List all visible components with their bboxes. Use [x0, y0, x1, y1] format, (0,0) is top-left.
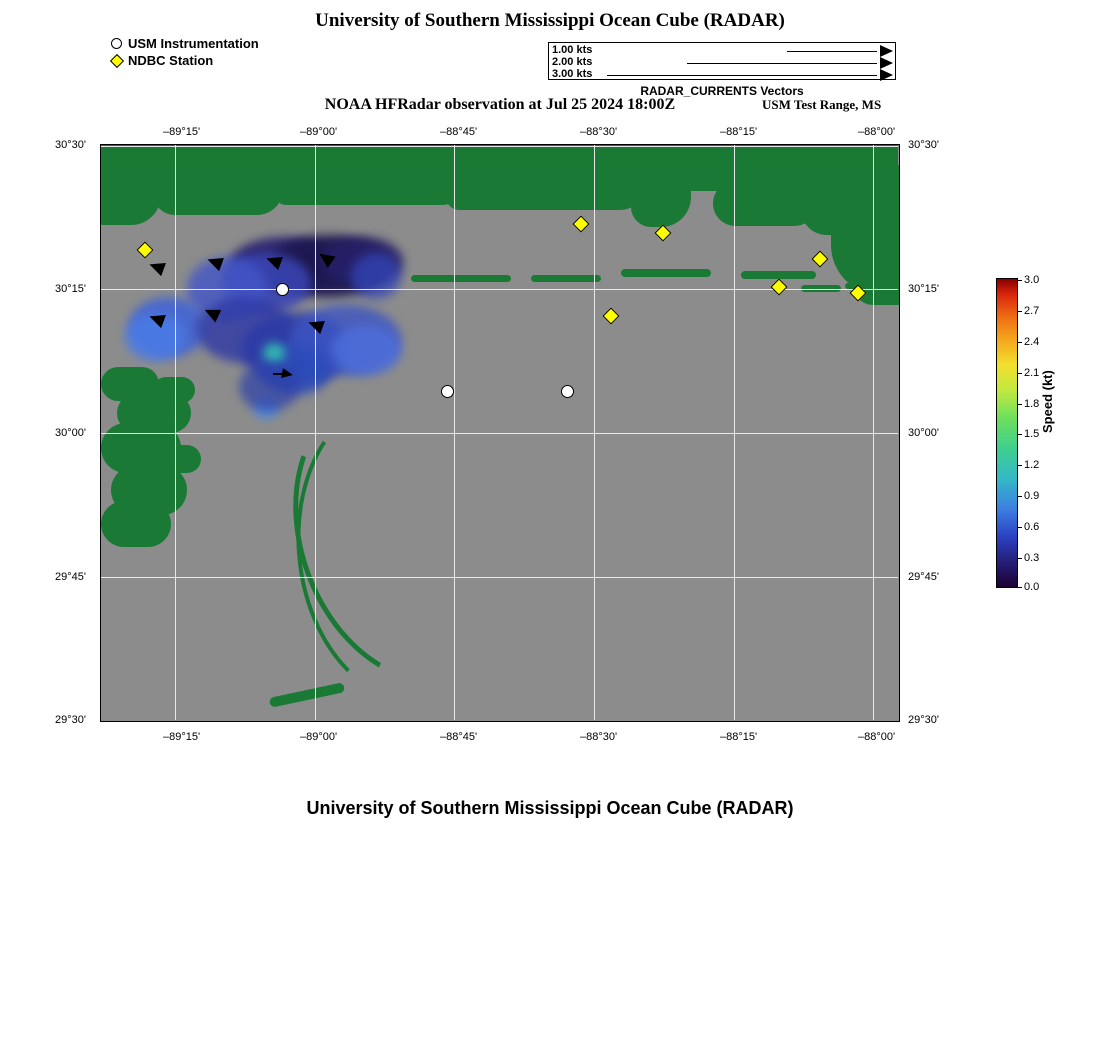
land-petit-bois [531, 275, 601, 282]
colorbar-tick-2: 2.4 [1024, 336, 1040, 348]
y-tick-left-3: 29°45' [55, 571, 86, 583]
map-legend [110, 36, 259, 70]
vector-key-label-1: 1.00 kts [552, 44, 593, 56]
land-coast-mid [276, 183, 456, 205]
colorbar-tick-0: 3.0 [1024, 274, 1040, 286]
current-vector [147, 258, 166, 276]
usm-instrumentation-marker[interactable] [561, 385, 574, 398]
vector-scale-key [548, 42, 896, 80]
map-inner [101, 145, 898, 720]
colorbar-tick-3: 2.1 [1024, 367, 1040, 379]
colorbar-tick-10: 0.0 [1024, 581, 1040, 593]
gridline-horizontal [101, 433, 898, 434]
range-label: USM Test Range, MS [762, 97, 882, 112]
legend-item-ndbc [110, 53, 259, 69]
y-tick-right-1: 30°15' [908, 283, 939, 295]
land-coast-west [101, 183, 161, 225]
y-tick-right-2: 30°00' [908, 427, 939, 439]
colorbar-tick-5: 1.5 [1024, 428, 1040, 440]
y-tick-right-3: 29°45' [908, 571, 939, 583]
arrow-icon [880, 45, 893, 57]
colorbar-title: Speed (kt) [1040, 370, 1055, 433]
arrow-icon [880, 57, 893, 69]
colorbar-tick-7: 0.9 [1024, 490, 1040, 502]
land-coast-east [446, 175, 646, 210]
vector-key-label-2: 2.00 kts [552, 56, 593, 68]
y-tick-right-0: 30°30' [908, 139, 939, 151]
x-tick-top-0: ‒89°15' [163, 126, 201, 138]
observation-title: NOAA HFRadar observation at Jul 25 2024 18:00Z [324, 96, 676, 113]
x-tick-top-2: ‒88°45' [440, 126, 478, 138]
land-chandeleur-south [269, 682, 345, 708]
vector-key-label-3: 3.00 kts [552, 68, 593, 80]
y-tick-left-4: 29°30' [55, 714, 86, 726]
y-tick-left-1: 30°15' [55, 283, 86, 295]
radar-field-blob [263, 343, 285, 363]
x-tick-bottom-3: ‒88°30' [580, 731, 618, 743]
x-tick-bottom-0: ‒89°15' [163, 731, 201, 743]
x-tick-top-5: ‒88°00' [858, 126, 896, 138]
vector-key-row-3 [549, 69, 897, 81]
circle-icon [110, 36, 128, 52]
colorbar-tick-6: 1.2 [1024, 459, 1040, 471]
legend-item-usm [110, 36, 259, 52]
gridline-horizontal [101, 577, 898, 578]
x-tick-top-1: ‒89°00' [300, 126, 338, 138]
ndbc-station-marker[interactable] [655, 225, 672, 242]
ndbc-station-marker[interactable] [573, 216, 590, 233]
land-marsh-e [101, 501, 171, 547]
land-coast-bay [153, 189, 283, 215]
y-tick-left-0: 30°30' [55, 139, 86, 151]
current-vector-tail [273, 373, 289, 375]
footer-title: University of Southern Mississippi Ocean Cube (RADAR) [306, 798, 794, 818]
land-horn-island [411, 275, 511, 282]
arrow-icon [880, 69, 893, 81]
x-tick-top-3: ‒88°30' [580, 126, 618, 138]
x-tick-top-4: ‒88°15' [720, 126, 758, 138]
vector-key-caption: RADAR_CURRENTS Vectors [640, 84, 804, 98]
land-marsh-f [153, 377, 195, 403]
radar-field-blob [331, 325, 401, 375]
x-tick-bottom-5: ‒88°00' [858, 731, 896, 743]
colorbar-tick-8: 0.6 [1024, 521, 1040, 533]
legend-label-usm: USM Instrumentation [128, 36, 259, 51]
colorbar-tick-4: 1.8 [1024, 398, 1040, 410]
colorbar-tick-9: 0.3 [1024, 552, 1040, 564]
page-title: University of Southern Mississippi Ocean Cube (RADAR) [315, 10, 785, 31]
y-tick-right-4: 29°30' [908, 714, 939, 726]
land-dauphin-island [621, 269, 711, 277]
legend-label-ndbc: NDBC Station [128, 53, 214, 68]
ndbc-station-marker[interactable] [812, 251, 829, 268]
map-canvas[interactable] [100, 144, 900, 722]
ndbc-station-marker[interactable] [137, 242, 154, 259]
vector-key-row-2 [549, 57, 897, 69]
x-tick-bottom-4: ‒88°15' [720, 731, 758, 743]
usm-instrumentation-marker[interactable] [276, 283, 289, 296]
vector-key-row-1 [549, 45, 897, 57]
diamond-icon [110, 53, 128, 69]
gridline-horizontal [101, 146, 898, 147]
y-tick-left-2: 30°00' [55, 427, 86, 439]
colorbar-tick-1: 2.7 [1024, 305, 1040, 317]
usm-instrumentation-marker[interactable] [441, 385, 454, 398]
x-tick-bottom-1: ‒89°00' [300, 731, 338, 743]
ndbc-station-marker[interactable] [771, 279, 788, 296]
land-mobile-bay-west [631, 179, 691, 227]
land-marsh-g [161, 445, 201, 473]
radar-field-blob [351, 253, 401, 299]
ndbc-station-marker[interactable] [603, 308, 620, 325]
speed-colorbar [996, 278, 1018, 588]
x-tick-bottom-2: ‒88°45' [440, 731, 478, 743]
